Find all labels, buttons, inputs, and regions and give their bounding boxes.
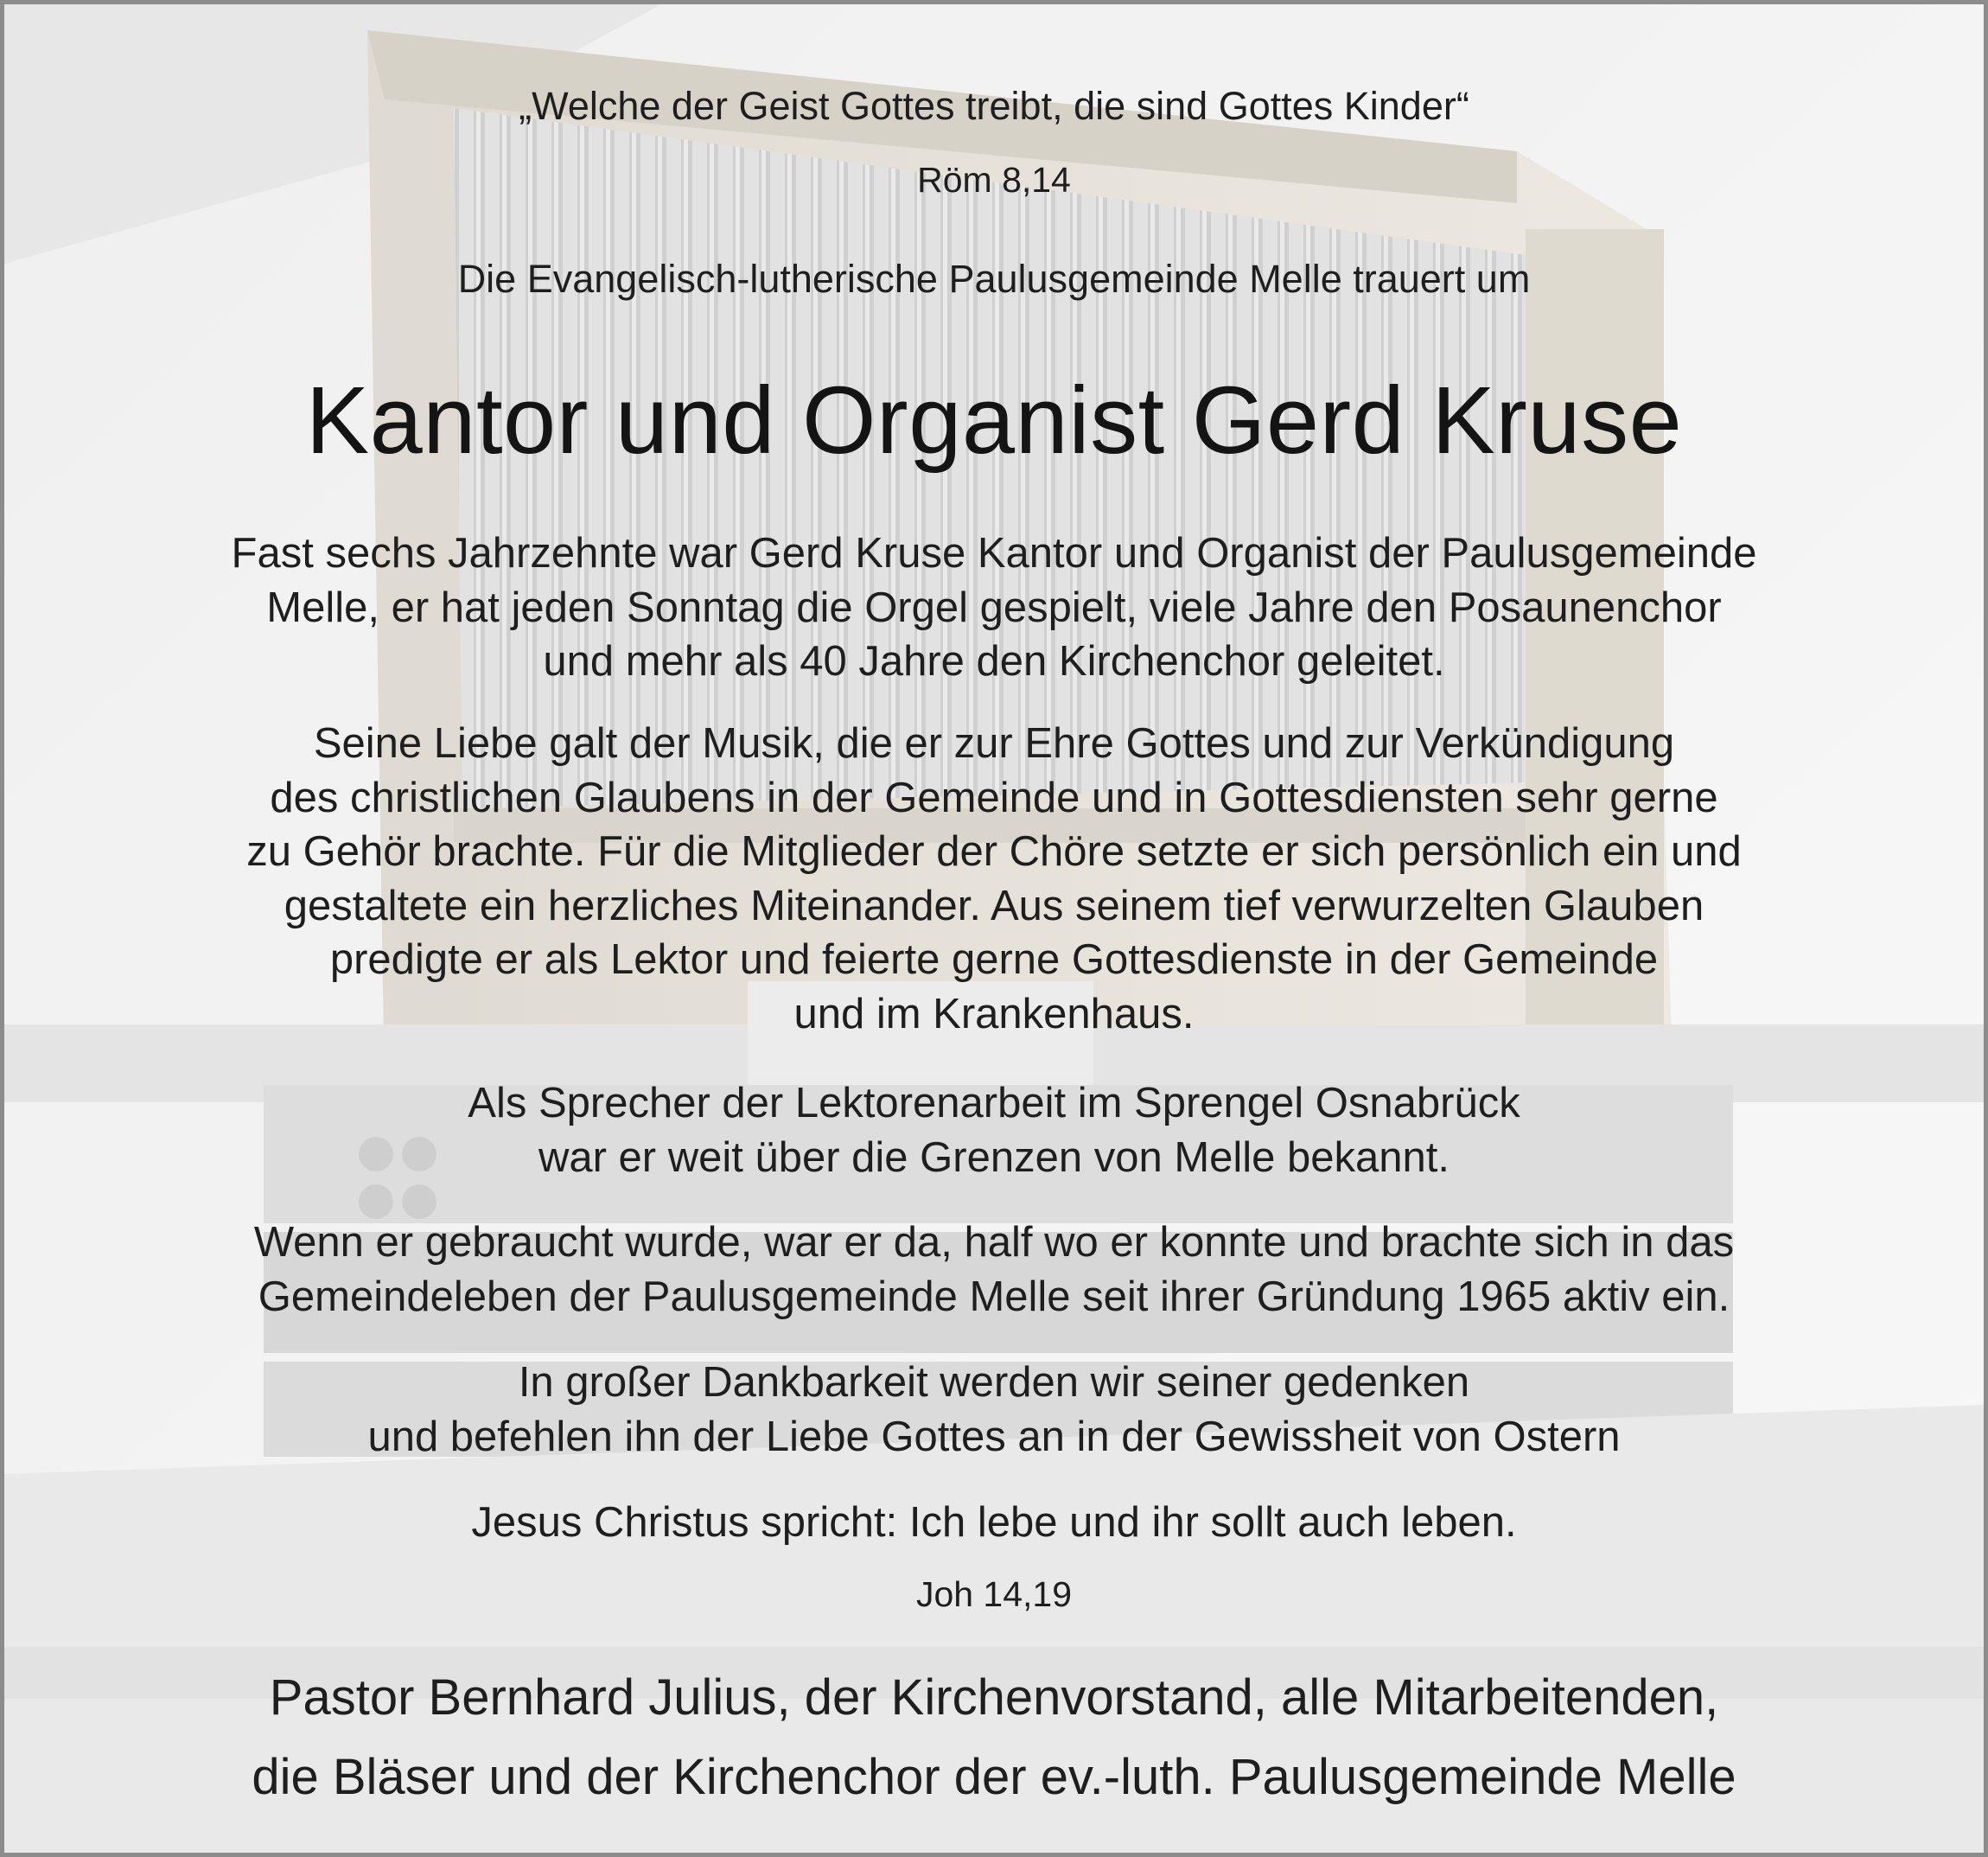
paragraph-line: gestaltete ein herzliches Miteinander. Aus seinem tief verwurzelten Glauben — [284, 882, 1704, 929]
paragraph-line: war er weit über die Grenzen von Melle bekannt. — [538, 1133, 1450, 1181]
paragraph-line: Melle, er hat jeden Sonntag die Orgel gespielt, viele Jahre den Posaunenchor — [266, 584, 1722, 631]
bible-motto: „Welche der Geist Gottes treibt, die sind Gottes Kinder“ — [519, 84, 1469, 128]
paragraph-line: predigte er als Lektor und feierte gerne Gottesdienste in der Gemeinde — [329, 936, 1659, 983]
paragraph-3 — [4, 1076, 1984, 1184]
deceased-name: Kantor und Organist Gerd Kruse — [305, 367, 1683, 474]
closing-quote: Jesus Christus spricht: Ich lebe und ihr sollt auch leben. — [471, 1499, 1517, 1546]
paragraph-line: zu Gehör brachte. Für die Mitglieder der Chöre setzte er sich persönlich ein und — [246, 828, 1742, 875]
paragraph-line: des christlichen Glaubens in der Gemeinde und in Gottesdiensten sehr gerne — [270, 774, 1718, 821]
paragraph-line: und im Krankenhaus. — [793, 990, 1195, 1037]
paragraph-line: und befehlen ihn der Liebe Gottes an in der Gewissheit von Ostern — [367, 1413, 1621, 1460]
paragraph-line: Seine Liebe galt der Musik, die er zur Ehre Gottes und zur Verkündigung — [313, 720, 1675, 767]
paragraph-line: Fast sechs Jahrzehnte war Gerd Kruse Kantor und Organist der Paulusgemeinde — [231, 530, 1757, 577]
paragraph-line: In großer Dankbarkeit werden wir seiner gedenken — [518, 1359, 1470, 1406]
closing-reference: Joh 14,19 — [915, 1574, 1073, 1614]
paragraph-4 — [4, 1216, 1984, 1324]
paragraph-2 — [4, 717, 1984, 1041]
signature-line: Pastor Bernhard Julius, der Kirchenvorstand, alle Mitarbeitenden, — [269, 1669, 1719, 1726]
paragraph-line: und mehr als 40 Jahre den Kirchenchor geleitet. — [543, 638, 1445, 685]
motto-reference: Röm 8,14 — [917, 160, 1071, 200]
paragraph-1 — [4, 526, 1984, 689]
paragraph-line: Gemeindeleben der Paulusgemeinde Melle seit ihrer Gründung 1965 aktiv ein. — [258, 1273, 1730, 1320]
paragraph-line: Wenn er gebraucht wurde, war er da, half wo er konnte und brachte sich in das — [253, 1219, 1735, 1266]
intro-line: Die Evangelisch-lutherische Paulusgemeinde Melle trauert um — [457, 257, 1531, 301]
signature-block — [4, 1658, 1984, 1817]
paragraph-line: Als Sprecher der Lektorenarbeit im Sprengel Osnabrück — [468, 1080, 1520, 1126]
signature-line: die Bläser und der Kirchenchor der ev.-luth. Paulusgemeinde Melle — [252, 1749, 1736, 1805]
paragraph-5 — [4, 1356, 1984, 1464]
